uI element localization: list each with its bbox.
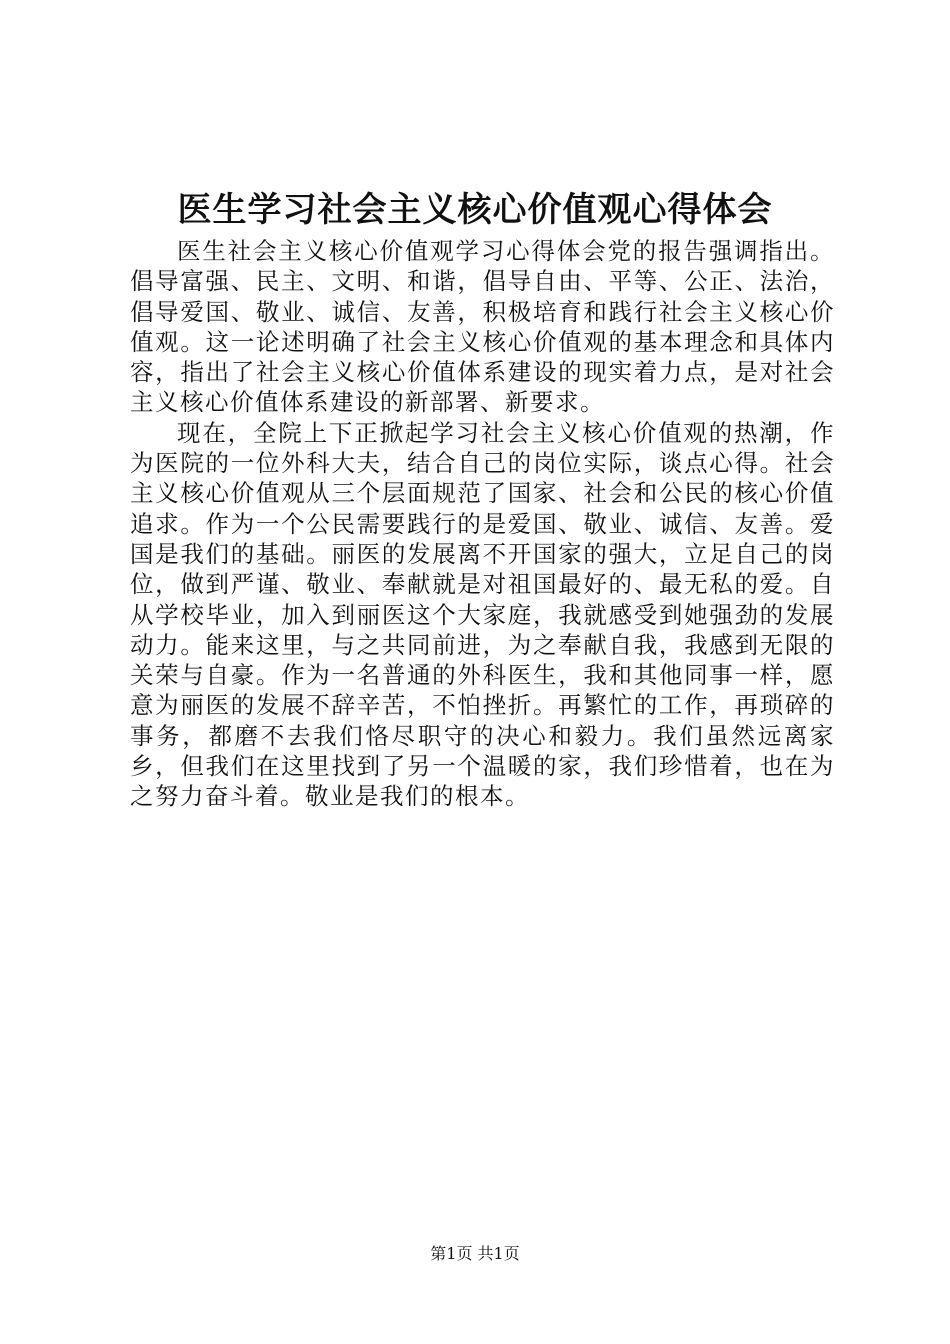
page-number-footer: 第1页 共1页 — [430, 1244, 520, 1263]
document-body — [130, 236, 835, 812]
paragraph-2: 现在，全院上下正掀起学习社会主义核心价值观的热潮，作为医院的一位外科大夫，结合自己的岗位实际，谈点心得。社会主义核心价值观从三个层面规范了国家、社会和公民的核心价值追求。作为一个公民需要践行的是爱国、敬业、诚信、友善。爱国是我们的基础。丽医的发展离不开国家的强大，立足自己的岗位，做到严谨、敬业、奉献就是对祖国最好的、最无私的爱。自从学校毕业，加入到丽医这个大家庭，我就感受到她强劲的发展动力。能来这里，与之共同前进，为之奉献自我，我感到无限的关荣与自豪。作为一名普通的外科医生，我和其他同事一样，愿意为丽医的发展不辞辛苦，不怕挫折。再繁忙的工作，再琐碎的事务，都磨不去我们恪尽职守的决心和毅力。我们虽然远离家乡，但我们在这里找到了另一个温暖的家，我们珍惜着，也在为之努力奋斗着。敬业是我们的根本。 — [130, 418, 835, 811]
document-title: 医生学习社会主义核心价值观心得体会 — [177, 190, 773, 230]
paragraph-1: 医生社会主义核心价值观学习心得体会党的报告强调指出。倡导富强、民主、文明、和谐，倡导自由、平等、公正、法治，倡导爱国、敬业、诚信、友善，积极培育和践行社会主义核心价值观。这一论述明确了社会主义核心价值观的基本理念和具体内容，指出了社会主义核心价值体系建设的现实着力点，是对社会主义核心价值体系建设的新部署、新要求。 — [130, 237, 835, 417]
